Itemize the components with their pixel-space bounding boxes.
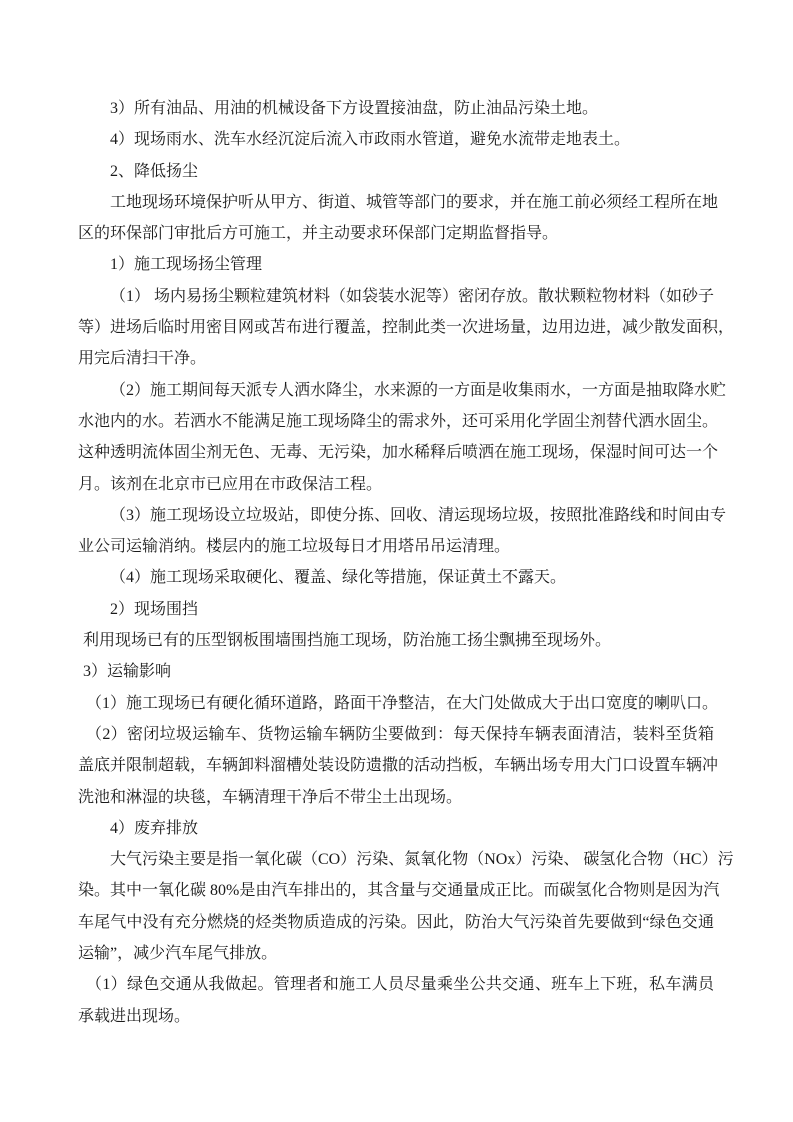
- text-line: 1）施工现场扬尘管理: [110, 256, 263, 274]
- text-line: 4）废弃排放: [110, 819, 199, 837]
- text-line: 水池内的水。若洒水不能满足施工现场降尘的需求外，还可采用化学固尘剂替代洒水固尘。: [78, 412, 719, 430]
- para-air-pollution: [78, 844, 734, 969]
- text-line: 洗池和淋湿的块毯，车辆清理干净后不带尘土出现场。: [78, 788, 463, 806]
- document-body: [78, 93, 735, 1032]
- para-cycle-road: [78, 688, 719, 719]
- heading-transport-impact: [78, 656, 714, 687]
- text-line: 等）进场后临时用密目网或苫布进行覆盖，控制此类一次进场量，边用边进，减少散发面积，: [78, 319, 735, 337]
- text-line: 月。该剂在北京市已应用在市政保洁工程。: [78, 475, 383, 493]
- text-line: 2）现场围挡: [110, 600, 199, 618]
- text-line: 2、降低扬尘: [110, 162, 199, 180]
- text-line: 用完后清扫干净。: [78, 350, 207, 368]
- list-item-oil-drip-pans: [78, 93, 714, 124]
- para-material-storage: [78, 281, 735, 375]
- para-hardening-greening: [78, 562, 714, 593]
- text-line: 区的环保部门审批后方可施工，并主动要求环保部门定期监督指导。: [78, 225, 559, 243]
- text-line: 3）运输影响: [83, 663, 172, 681]
- list-item-rainwater-drainage: [78, 124, 714, 155]
- text-line: （2）密闭垃圾运输车、货物运输车辆防尘要做到：每天保持车辆表面清洁，装料至货箱: [86, 725, 714, 743]
- para-transport-vehicle-dustproof: [78, 719, 719, 813]
- text-line: 承载进出现场。: [78, 1007, 191, 1025]
- text-line: （3）施工现场设立垃圾站，即使分拣、回收、清运现场垃圾，按照批准路线和时间由专: [110, 506, 727, 524]
- text-line: 利用现场已有的压型钢板围墙围挡施工现场，防治施工扬尘飘拂至现场外。: [83, 632, 612, 650]
- text-line: （2）施工期间每天派专人洒水降尘，水来源的一方面是收集雨水，一方面是抽取降水贮: [110, 381, 727, 399]
- heading-dust-reduction: [78, 156, 714, 187]
- text-line: 3）所有油品、用油的机械设备下方设置接油盘，防止油品污染土地。: [110, 100, 599, 117]
- text-line: 车尾气中没有充分燃烧的烃类物质造成的污染。因此，防治大气污染首先要做到“绿色交通: [78, 913, 714, 931]
- text-line: （1）施工现场已有硬化循环道路，路面干净整洁，在大门处做成大于出口宽度的喇叭口。: [86, 694, 719, 712]
- heading-waste-emission: [78, 813, 714, 844]
- text-line: 大气污染主要是指一氧化碳（CO）污染、氮氧化物（NOx）污染、 碳氢化合物（HC）污: [110, 851, 734, 869]
- para-steel-enclosure: [78, 625, 714, 656]
- text-line: 工地现场环境保护听从甲方、街道、城管等部门的要求，并在施工前必须经工程所在地: [110, 193, 719, 211]
- text-line: 4）现场雨水、洗车水经沉淀后流入市政雨水管道，避免水流带走地表土。: [110, 131, 631, 149]
- text-line: 盖底并限制超载，车辆卸料溜槽处装设防遗撒的活动挡板，车辆出场专用大门口设置车辆冲: [78, 757, 719, 775]
- text-line: 运输”，减少汽车尾气排放。: [78, 945, 278, 963]
- text-line: 这种透明流体固尘剂无色、无毒、无污染，加水稀释后喷洒在施工现场，保湿时间可达一个: [78, 444, 719, 462]
- text-line: （4）施工现场采取硬化、覆盖、绿化等措施，保证黄土不露天。: [110, 569, 567, 587]
- text-line: 染。其中一氧化碳 80%是由汽车排出的，其含量与交通量成正比。而碳氢化合物则是因为汽: [78, 882, 720, 900]
- text-line: 业公司运输消纳。楼层内的施工垃圾每日才用塔吊吊运清理。: [78, 538, 511, 556]
- para-water-spraying: [78, 375, 727, 500]
- para-green-transport: [78, 969, 714, 1032]
- text-line: （1）绿色交通从我做起。管理者和施工人员尽量乘坐公共交通、班车上下班，私车满员: [86, 976, 714, 994]
- para-env-approval: [78, 187, 719, 250]
- para-garbage-station: [78, 500, 727, 563]
- heading-site-enclosure: [78, 594, 714, 625]
- heading-site-dust-management: [78, 249, 714, 280]
- text-line: （1） 场内易扬尘颗粒建筑材料（如袋装水泥等）密闭存放。散状颗粒物材料（如砂子: [110, 287, 715, 305]
